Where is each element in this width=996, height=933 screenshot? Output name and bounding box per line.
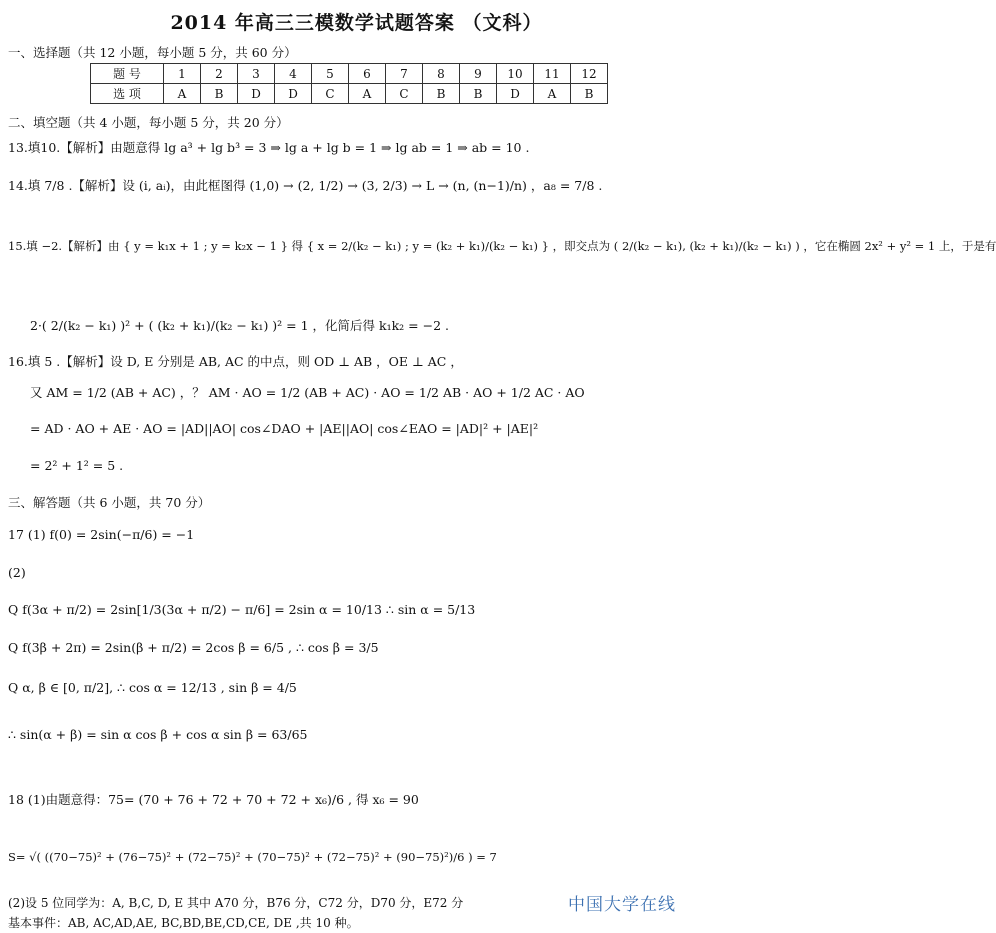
question-number: 8	[423, 64, 460, 84]
number-row	[91, 64, 608, 84]
q18-part1: 18 (1)由题意得：75= (70 + 76 + 72 + 70 + 72 + x₆)/6 , 得 x₆ = 90	[8, 792, 419, 807]
question-number: 4	[275, 64, 312, 84]
q16-solution-line2: 又 AM = 1/2 (AB + AC) ，？ AM · AO = 1/2 (AB + AC) · AO = 1/2 AB · AO + 1/2 AC · AO	[30, 385, 585, 400]
question-number: 3	[238, 64, 275, 84]
question-number: 9	[460, 64, 497, 84]
q17-step1: Q f(3α + π/2) = 2sin[1/3(3α + π/2) − π/6] = 2sin α = 10/13 ∴ sin α = 5/13	[8, 602, 476, 617]
page-title: 2014 年高三三模数学试题答案 （文科）	[170, 12, 543, 34]
answer-cell: B	[460, 84, 497, 104]
q14-solution: 14.填 7/8 .【解析】设 (i, aᵢ)，由此框图得 (1,0) → (2, 1/2) → (3, 2/3) → L → (n, (n−1)/n) ，a₈ = 7/8 .	[8, 178, 603, 193]
answer-cell: A	[349, 84, 386, 104]
q16-solution-line4: = 2² + 1² = 5 .	[30, 458, 124, 473]
number-row-header: 题 号	[91, 64, 164, 84]
answer-cell: B	[201, 84, 238, 104]
q16-solution-line3: = AD · AO + AE · AO = |AD||AO| cos∠DAO + |AE||AO| cos∠EAO = |AD|² + |AE|²	[30, 421, 539, 436]
question-number: 10	[497, 64, 534, 84]
q17-step3: Q α, β ∈ [0, π/2], ∴ cos α = 12/13 , sin β = 4/5	[8, 680, 297, 695]
q18-std-dev: S= √( ((70−75)² + (76−75)² + (72−75)² + (70−75)² + (72−75)² + (90−75)²)/6 ) = 7	[8, 850, 497, 864]
answer-cell: B	[423, 84, 460, 104]
question-number: 6	[349, 64, 386, 84]
answer-cell: D	[238, 84, 275, 104]
q15-solution-line2: 2·( 2/(k₂ − k₁) )² + ( (k₂ + k₁)/(k₂ − k₁) )² = 1 ，化简后得 k₁k₂ = −2 .	[30, 318, 449, 333]
answer-table	[90, 63, 608, 104]
answer-cell: B	[571, 84, 608, 104]
q16-solution-line1: 16.填 5 .【解析】设 D, E 分别是 AB, AC 的中点，则 OD ⊥ AB ，OE ⊥ AC ，	[8, 354, 463, 369]
section2-header: 二、填空题（共 4 小题，每小题 5 分，共 20 分）	[8, 115, 289, 130]
question-number: 5	[312, 64, 349, 84]
watermark-logo-text: 中国大学在线	[568, 895, 676, 915]
answer-cell: D	[497, 84, 534, 104]
answer-cell: A	[164, 84, 201, 104]
q18-basic-events: 基本事件：AB, AC,AD,AE, BC,BD,BE,CD,CE, DE ,共 10 种。	[8, 916, 359, 930]
q17-part1: 17 (1) f(0) = 2sin(−π/6) = −1	[8, 527, 195, 542]
q17-part2-label: (2)	[8, 565, 26, 580]
q17-step2: Q f(3β + 2π) = 2sin(β + π/2) = 2cos β = 6/5 , ∴ cos β = 3/5	[8, 640, 379, 655]
answer-cell: C	[312, 84, 349, 104]
question-number: 7	[386, 64, 423, 84]
answer-cell: A	[534, 84, 571, 104]
q17-conclusion: ∴ sin(α + β) = sin α cos β + cos α sin β = 63/65	[8, 727, 308, 742]
section1-header: 一、选择题（共 12 小题，每小题 5 分，共 60 分）	[8, 45, 297, 60]
section3-header: 三、解答题（共 6 小题，共 70 分）	[8, 495, 211, 510]
answer-row	[91, 84, 608, 104]
question-number: 11	[534, 64, 571, 84]
question-number: 1	[164, 64, 201, 84]
q15-solution-line1: 15.填 −2.【解析】由 { y = k₁x + 1 ; y = k₂x − 1 } 得 { x = 2/(k₂ − k₁) ; y = (k₂ + k₁)/(k₂ − k₁) } ，即交点为 ( 2/(k₂ − k₁), (k₂ + k₁)/(k₂ − k₁) ) ，它在椭圆 2x² + y² = 1 上，于是有	[8, 239, 996, 253]
answer-row-header: 选 项	[91, 84, 164, 104]
question-number: 2	[201, 64, 238, 84]
q13-solution: 13.填10.【解析】由题意得 lg a³ + lg b³ = 3 ⇒ lg a + lg b = 1 ⇒ lg ab = 1 ⇒ ab = 10 .	[8, 140, 530, 155]
question-number: 12	[571, 64, 608, 84]
answer-cell: D	[275, 84, 312, 104]
q18-part2-setup: (2)设 5 位同学为：A, B,C, D, E 其中 A70 分，B76 分，C72 分，D70 分，E72 分	[8, 896, 464, 910]
answer-cell: C	[386, 84, 423, 104]
